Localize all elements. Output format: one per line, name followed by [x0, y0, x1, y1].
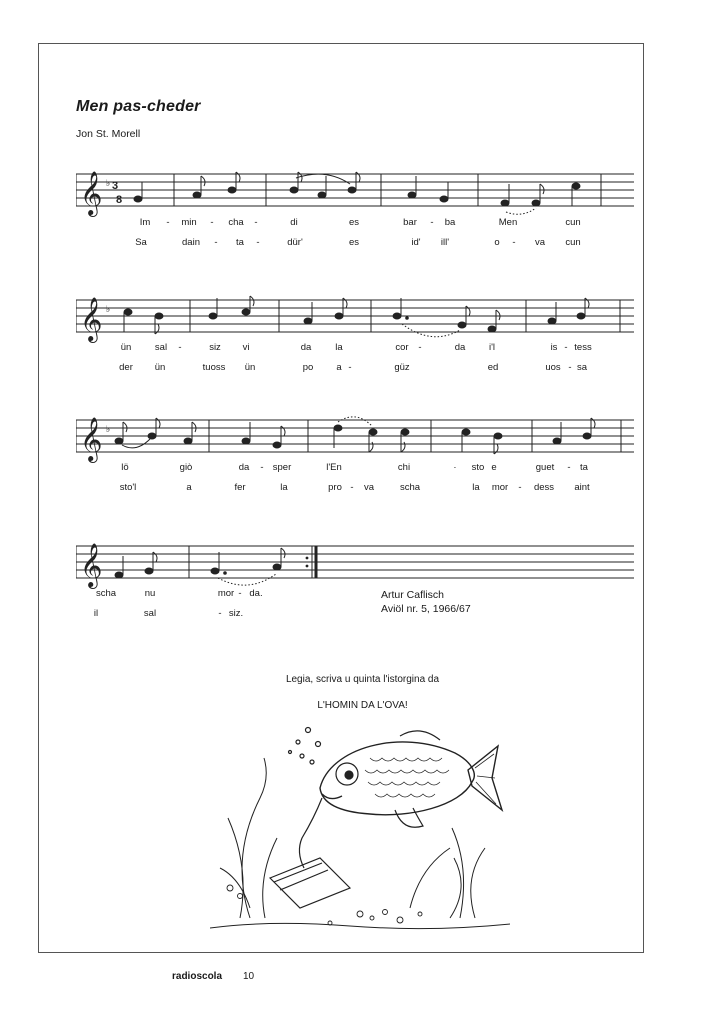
lyric: giò [179, 462, 193, 473]
lyric: scha [399, 482, 421, 493]
lyric: e [491, 462, 497, 473]
lyric: siz. [228, 608, 244, 619]
lyric: da. [249, 588, 263, 599]
treble-clef-icon: 𝄞 [80, 171, 103, 215]
staff-system-3 [76, 412, 634, 464]
svg-text:♭: ♭ [106, 179, 111, 189]
lyric: va [363, 482, 375, 493]
lyric: dain [182, 237, 200, 248]
footer-page-number: 10 [243, 971, 255, 982]
lyric: lö [121, 462, 129, 473]
lyric: es [348, 237, 360, 248]
lyric: · [453, 462, 457, 473]
lyric: is [550, 342, 558, 353]
lyric: scha [95, 588, 117, 599]
lyric: - [178, 342, 182, 353]
lyric: min [181, 217, 197, 228]
lyric: aint [574, 482, 590, 493]
lyric: - [568, 362, 572, 373]
lyric: ba [444, 217, 456, 228]
lyric: ün [244, 362, 256, 373]
lyric: Sa [135, 237, 147, 248]
lyric: il [93, 608, 99, 619]
lyric: o [494, 237, 500, 248]
lyric: tess [574, 342, 592, 353]
lyric: bar [403, 217, 417, 228]
lyric: ün [154, 362, 166, 373]
lyric: ta [580, 462, 588, 473]
lyric: - [166, 217, 170, 228]
treble-clef-icon: 𝄞 [80, 297, 103, 341]
lyric: po [302, 362, 314, 373]
lyric: sal [154, 342, 168, 353]
lyric: la [472, 482, 480, 493]
lyric: - [430, 217, 434, 228]
lyric: ed [487, 362, 499, 373]
svg-text:♭: ♭ [106, 305, 111, 315]
prompt-line-2: L'HOMIN DA L'OVA! [317, 700, 408, 711]
lyric: pro [328, 482, 342, 493]
prompt-line-1: Legia, scriva u quinta l'istorgina da [285, 674, 440, 685]
lyric: nu [144, 588, 156, 599]
lyric: - [418, 342, 422, 353]
lyric: güz [394, 362, 410, 373]
lyric: da [300, 342, 312, 353]
lyric: es [348, 217, 360, 228]
lyric: i'l [488, 342, 496, 353]
lyric: - [260, 462, 264, 473]
svg-text:8: 8 [116, 194, 123, 206]
lyric: ill' [440, 237, 450, 248]
lyric: mor [217, 588, 235, 599]
lyric: Men [498, 217, 518, 228]
lyric: cun [565, 237, 581, 248]
lyric: cun [565, 217, 581, 228]
lyric: mor [491, 482, 509, 493]
lyric: - [518, 482, 522, 493]
fish-illustration [210, 718, 510, 938]
lyric: dür' [287, 237, 303, 248]
footer-publication: radioscola [172, 971, 223, 982]
lyric: chi [397, 462, 411, 473]
lyric: la [335, 342, 343, 353]
lyric: ün [120, 342, 132, 353]
lyric: tuoss [202, 362, 226, 373]
lyric: - [210, 217, 214, 228]
lyric: la [280, 482, 288, 493]
lyric: - [218, 608, 222, 619]
lyric: di [290, 217, 298, 228]
song-title: Men pas-cheder [76, 98, 201, 115]
lyric: va [534, 237, 546, 248]
svg-text:♭: ♭ [106, 425, 111, 435]
lyric: fer [234, 482, 246, 493]
staff-system-1 [76, 166, 634, 218]
lyric: id' [411, 237, 421, 248]
lyric: sa [576, 362, 588, 373]
lyric: - [214, 237, 218, 248]
attribution-name: Artur Caflisch [381, 589, 445, 601]
lyric: a [336, 362, 342, 373]
lyric: cor [395, 342, 409, 353]
lyric: - [512, 237, 516, 248]
lyric: siz [209, 342, 221, 353]
lyric: cha [228, 217, 244, 228]
lyric: sto [471, 462, 485, 473]
lyric: l'En [326, 462, 342, 473]
lyric: Im [139, 217, 151, 228]
lyric: da [238, 462, 250, 473]
lyric: - [238, 588, 242, 599]
lyric: - [564, 342, 568, 353]
lyric: sper [272, 462, 292, 473]
lyric: sto'l [119, 482, 137, 493]
lyric: - [348, 362, 352, 373]
composer-name: Jon St. Morell [76, 128, 141, 140]
lyric: dess [533, 482, 555, 493]
lyric: a [186, 482, 192, 493]
lyric: da [454, 342, 466, 353]
lyric: vi [242, 342, 250, 353]
treble-clef-icon: 𝄞 [80, 417, 103, 461]
staff-system-4 [76, 538, 634, 590]
lyric: - [254, 217, 258, 228]
lyric: guet [535, 462, 555, 473]
lyric: - [567, 462, 571, 473]
svg-text:3: 3 [112, 180, 119, 192]
lyric: - [256, 237, 260, 248]
lyric: der [119, 362, 133, 373]
lyric: ta [236, 237, 244, 248]
staff-system-2 [76, 292, 634, 344]
lyric: sal [143, 608, 157, 619]
attribution-source: Aviöl nr. 5, 1966/67 [381, 603, 471, 615]
treble-clef-icon: 𝄞 [80, 543, 103, 587]
lyric: - [350, 482, 354, 493]
lyric: uos [545, 362, 561, 373]
